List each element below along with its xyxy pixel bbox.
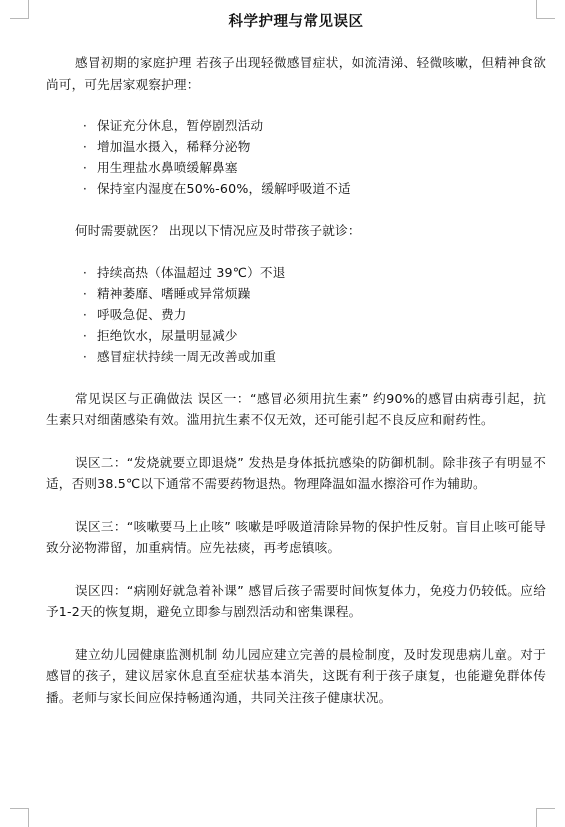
list-item <box>46 325 546 346</box>
bullet-icon: · <box>82 139 88 154</box>
myth-one-paragraph: 常见误区与正确做法 误区一：“感冒必须用抗生素” 约90%的感冒由病毒引起，抗生素只对细菌感染有效。滥用抗生素不仅无效，还可能引起不良反应和耐药性。 <box>46 390 546 427</box>
crop-mark-bottom-right <box>536 808 555 827</box>
crop-mark-top-left <box>10 0 29 19</box>
bullet-icon: · <box>82 264 88 280</box>
bullet-icon: · <box>82 181 88 196</box>
bullet-icon: · <box>82 327 88 343</box>
myth-four-paragraph: 误区四：“病刚好就急着补课” 感冒后孩子需要时间恢复体力，免疫力仍较低。应给予1-2天的恢复期，避免立即参与剧烈活动和密集课程。 <box>46 582 546 619</box>
list-item-text: 精神萎靡、嗜睡或异常烦躁 <box>97 285 251 301</box>
list-item-text: 保证充分休息，暂停剧烈活动 <box>97 118 264 133</box>
list-item <box>46 304 546 325</box>
list-item-text: 增加温水摄入，稀释分泌物 <box>97 139 251 154</box>
list-item-text: 保持室内湿度在50%-60%，缓解呼吸道不适 <box>97 181 351 196</box>
bullet-icon: · <box>82 285 88 301</box>
crop-mark-bottom-left <box>10 808 29 827</box>
document-title: 科学护理与常见误区 <box>228 14 364 30</box>
warning-list <box>46 262 546 367</box>
list-item <box>46 346 546 367</box>
list-item-text: 拒绝饮水，尿量明显减少 <box>97 327 238 343</box>
bullet-icon: · <box>82 118 88 133</box>
bullet-icon: · <box>82 306 88 322</box>
list-item-text: 用生理盐水鼻喷缓解鼻塞 <box>97 160 238 175</box>
list-item-text: 呼吸急促、费力 <box>97 306 187 322</box>
list-item <box>46 262 546 283</box>
list-item-text: 持续高热（体温超过 39℃）不退 <box>97 264 286 280</box>
list-item <box>46 136 546 157</box>
list-item-text: 感冒症状持续一周无改善或加重 <box>97 348 277 364</box>
care-list <box>46 115 546 199</box>
intro-paragraph: 感冒初期的家庭护理 若孩子出现轻微感冒症状，如流清涕、轻微咳嗽，但精神食欲尚可，可先居家观察护理： <box>46 55 546 92</box>
bullet-icon: · <box>82 160 88 175</box>
list-item <box>46 115 546 136</box>
monitoring-paragraph: 建立幼儿园健康监测机制 幼儿园应建立完善的晨检制度，及时发现患病儿童。对于感冒的孩子，建议居家休息直至症状基本消失，这既有利于孩子康复，也能避免群体传播。老师与家长间应保持畅通沟通，共同关注孩子健康状况。 <box>46 646 546 705</box>
bullet-icon: · <box>82 348 88 364</box>
see-doctor-paragraph: 何时需要就医？ 出现以下情况应及时带孩子就诊： <box>75 223 361 238</box>
list-item <box>46 178 546 199</box>
myth-two-paragraph: 误区二：“发烧就要立即退烧” 发热是身体抵抗感染的防御机制。除非孩子有明显不适，否则38.5℃以下通常不需要药物退热。物理降温如温水擦浴可作为辅助。 <box>46 454 546 491</box>
document-body[interactable] <box>46 11 546 708</box>
list-item <box>46 283 546 304</box>
myth-three-paragraph: 误区三：“咳嗽要马上止咳” 咳嗽是呼吸道清除异物的保护性反射。盲目止咳可能导致分泌物滞留，加重病情。应先祛痰，再考虑镇咳。 <box>46 518 546 555</box>
list-item <box>46 157 546 178</box>
